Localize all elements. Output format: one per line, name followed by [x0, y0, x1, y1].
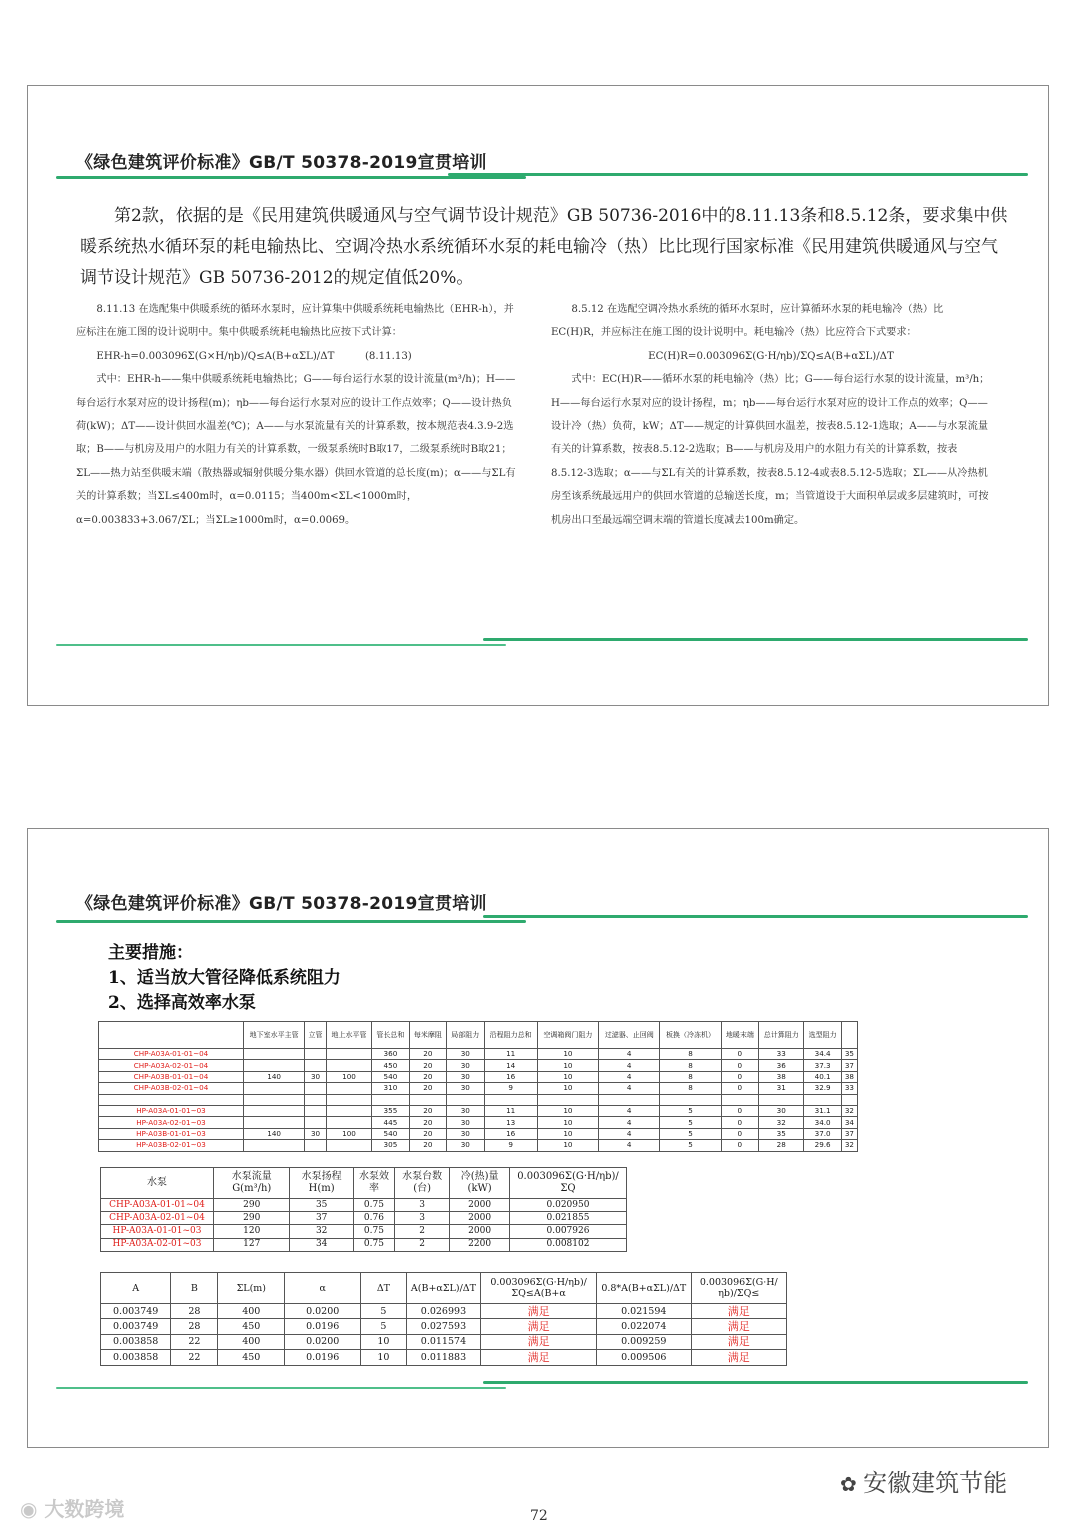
table-cell	[305, 1083, 327, 1094]
table-cell: 0.003749	[101, 1319, 171, 1334]
table-cell: 4	[599, 1117, 660, 1128]
table-cell: 10	[537, 1140, 598, 1151]
table-cell: 8	[660, 1060, 721, 1071]
table-cell: 20	[409, 1083, 446, 1094]
header-cell: 0.003096Σ(G·H/ηb)/ΣQ	[510, 1168, 627, 1199]
left-col-formula: EHR-h=0.003096Σ(G×H/ηb)/Q≤A(B+αΣL)/ΔT (8.11.13)	[96, 350, 412, 362]
table-cell: 2000	[450, 1199, 510, 1212]
table-cell	[409, 1094, 446, 1105]
header-cell: 0.003096Σ(G·H/ηb)/ΣQ≤	[691, 1273, 786, 1304]
header-cell: B	[171, 1273, 218, 1304]
header-cell: 水泵效率	[353, 1168, 394, 1199]
resistance-table	[98, 1021, 858, 1152]
watermark-icon: ◉	[20, 1497, 45, 1521]
table-cell: 11	[484, 1049, 537, 1060]
table-cell: 4	[599, 1071, 660, 1082]
table-cell: HP-A03A-01-01~03	[99, 1105, 244, 1116]
title-underline-left	[56, 920, 526, 923]
table-cell	[537, 1094, 598, 1105]
measure-1: 1、适当放大管径降低系统阻力	[108, 968, 341, 988]
table-header-row	[101, 1168, 627, 1199]
table-cell: 10	[537, 1117, 598, 1128]
table-cell: 29.6	[804, 1140, 841, 1151]
bottom-bar-left	[56, 1387, 506, 1389]
table-cell: 0.75	[353, 1199, 394, 1212]
table-cell	[326, 1105, 371, 1116]
table-cell: 37	[290, 1212, 353, 1225]
table-cell: 120	[214, 1225, 290, 1238]
slide-1	[27, 85, 1049, 706]
table-cell: 满足	[691, 1304, 786, 1319]
table-cell: 0.022074	[596, 1319, 691, 1334]
page-number: 72	[530, 1508, 548, 1524]
table-cell: 445	[372, 1117, 409, 1128]
table-cell: 31	[759, 1083, 804, 1094]
table-cell: 35	[759, 1128, 804, 1139]
table-cell: 0	[721, 1140, 758, 1151]
table-cell: 2	[395, 1238, 450, 1251]
table-row	[101, 1334, 787, 1349]
table-cell: 30	[447, 1140, 484, 1151]
table-cell: 10	[537, 1060, 598, 1071]
table-cell: 0.008102	[510, 1238, 627, 1251]
table-cell: 32.9	[804, 1083, 841, 1094]
table-cell: 310	[372, 1083, 409, 1094]
table-cell: 9	[484, 1140, 537, 1151]
table-cell	[244, 1060, 305, 1071]
title-underline-left	[56, 176, 526, 179]
table-cell: 满足	[691, 1350, 786, 1365]
bottom-bar-right	[483, 1381, 1028, 1384]
header-cell: 管长总和	[372, 1022, 409, 1049]
table-cell: 28	[171, 1319, 218, 1334]
header-cell: ΣL(m)	[218, 1273, 285, 1304]
header-cell: 过滤器、止回阀	[599, 1022, 660, 1049]
table-row	[99, 1140, 858, 1151]
table-cell: 32	[759, 1117, 804, 1128]
table-cell	[721, 1094, 758, 1105]
table-cell: 5	[660, 1128, 721, 1139]
table-cell: 10	[537, 1083, 598, 1094]
table-cell: 30	[447, 1128, 484, 1139]
header-cell: 局部阻力	[447, 1022, 484, 1049]
check-table-body	[101, 1304, 787, 1366]
table-cell: 满足	[481, 1334, 597, 1349]
header-cell: 0.8*A(B+αΣL)/ΔT	[596, 1273, 691, 1304]
right-col-intro: 8.5.12 在选配空调冷热水系统的循环水泵时，应计算循环水泵的耗电输冷（热）比EC(H)R，并应标注在施工图的设计说明中。耗电输冷（热）比应符合下式要求：	[551, 304, 944, 339]
bottom-bar-left	[56, 644, 506, 646]
title-underline-right	[448, 173, 1028, 176]
table-cell: 32	[841, 1140, 857, 1151]
table-header-row	[101, 1273, 787, 1304]
table-cell	[484, 1094, 537, 1105]
table-cell: 30	[305, 1128, 327, 1139]
header-cell: 空调箱阀门阻力	[537, 1022, 598, 1049]
table-cell: 36	[759, 1060, 804, 1071]
table-cell: 满足	[481, 1350, 597, 1365]
table-cell: 8	[660, 1083, 721, 1094]
table-cell	[326, 1060, 371, 1071]
table-row	[99, 1094, 858, 1105]
table-cell: 13	[484, 1117, 537, 1128]
table-cell: 0.011574	[406, 1334, 481, 1349]
table-cell	[599, 1094, 660, 1105]
table-row	[101, 1319, 787, 1334]
table-cell: 0.027593	[406, 1319, 481, 1334]
table-cell: 2200	[450, 1238, 510, 1251]
check-table	[100, 1272, 787, 1366]
table-cell: 0.0196	[285, 1319, 361, 1334]
measures-title: 主要措施：	[108, 943, 193, 963]
right-col-desc: 式中：EC(H)R——循环水泵的耗电输冷（热）比；G——每台运行水泵的设计流量，m³/h；H——每台运行水泵对应的设计扬程，m；ηb——每台运行水泵对应的设计工作点的效率；Q——设计冷（热）负荷，kW；ΔT——规定的计算供回水温差，按表8.5.12-1选取；A——与水泵流量有关的计算系数，按表8.5.12-2选取；B——与机房及用户的水阻力有关的计算系数，按表8.5.12-3选取；α——与ΣL有关的计算系数，按表8.5.12-4或表8.5.12-5选取；ΣL——从冷热机房至该系统最远用户的供回水管道的总输送长度，m；当管道设于大面积单层或多层建筑时，可按机房出口至最远端空调末端的管道长度减去100m确定。	[551, 374, 990, 526]
table-cell: 满足	[481, 1319, 597, 1334]
table-cell: 0.021594	[596, 1304, 691, 1319]
table-cell	[447, 1094, 484, 1105]
table-cell: HP-A03B-02-01~03	[99, 1140, 244, 1151]
table-cell: 16	[484, 1071, 537, 1082]
table-row	[99, 1049, 858, 1060]
table-cell: 32	[290, 1225, 353, 1238]
table-cell	[326, 1049, 371, 1060]
wechat-icon: ✿	[840, 1472, 864, 1496]
table-row	[99, 1060, 858, 1071]
table-cell: 34.4	[804, 1049, 841, 1060]
table-cell: 5	[361, 1319, 406, 1334]
table-cell: 14	[484, 1060, 537, 1071]
table-cell: 37.3	[804, 1060, 841, 1071]
table-cell	[305, 1117, 327, 1128]
table-row	[101, 1304, 787, 1319]
table-cell	[244, 1105, 305, 1116]
table-cell: 0	[721, 1117, 758, 1128]
table-cell: 4	[599, 1140, 660, 1151]
table-cell: 400	[218, 1334, 285, 1349]
header-cell: 水泵	[101, 1168, 214, 1199]
table-cell: 20	[409, 1049, 446, 1060]
table-cell: 100	[326, 1071, 371, 1082]
table-cell: 10	[537, 1105, 598, 1116]
table-cell: 0.0196	[285, 1350, 361, 1365]
slide-1-paragraph: 第2款，依据的是《民用建筑供暖通风与空气调节设计规范》GB 50736-2016中的8.11.13条和8.5.12条，要求集中供暖系统热水循环泵的耗电输热比、空调冷热水系统循环水泵的耗电输冷（热）比比现行国家标准《民用建筑供暖通风与空气调节设计规范》GB 50736-2012的规定值低20%。	[80, 206, 1008, 288]
table-cell: 4	[599, 1060, 660, 1071]
table-cell: 127	[214, 1238, 290, 1251]
table-cell: 30	[759, 1105, 804, 1116]
table-cell: 0	[721, 1105, 758, 1116]
table-cell: 20	[409, 1060, 446, 1071]
table-cell: 2000	[450, 1225, 510, 1238]
table-cell: 10	[537, 1071, 598, 1082]
table-cell: 100	[326, 1128, 371, 1139]
table-cell: 0.021855	[510, 1212, 627, 1225]
table-cell: 0.009259	[596, 1334, 691, 1349]
table-row	[101, 1199, 627, 1212]
table-cell: 20	[409, 1128, 446, 1139]
table-row	[99, 1071, 858, 1082]
table-cell: 290	[214, 1212, 290, 1225]
table-cell: 4	[599, 1049, 660, 1060]
left-col-intro: 8.11.13 在选配集中供暖系统的循环水泵时，应计算集中供暖系统耗电输热比（EHR-h），并应标注在施工图的设计说明中。集中供暖系统耗电输热比应按下式计算：	[76, 304, 514, 339]
table-row	[99, 1128, 858, 1139]
table-row	[101, 1225, 627, 1238]
brand-text: 安徽建筑节能	[863, 1469, 1008, 1497]
table-cell: CHP-A03A-02-01~04	[99, 1060, 244, 1071]
table-cell: 5	[660, 1105, 721, 1116]
table-cell: 34	[841, 1117, 857, 1128]
table-row	[101, 1212, 627, 1225]
table-cell: 4	[599, 1128, 660, 1139]
table-cell: 35	[841, 1049, 857, 1060]
header-cell	[99, 1022, 244, 1049]
table-cell: 400	[218, 1304, 285, 1319]
table-cell	[305, 1140, 327, 1151]
slide-1-title: 《绿色建筑评价标准》GB/T 50378-2019宣贯培训	[76, 153, 487, 173]
table-cell: 2000	[450, 1212, 510, 1225]
table-cell: 32	[841, 1105, 857, 1116]
header-cell: 总计算阻力	[759, 1022, 804, 1049]
table-cell: 33	[759, 1049, 804, 1060]
table-cell: 37.0	[804, 1128, 841, 1139]
header-cell: ΔT	[361, 1273, 406, 1304]
left-col-desc: 式中：EHR-h——集中供暖系统耗电输热比；G——每台运行水泵的设计流量(m³/h)；H——每台运行水泵对应的设计扬程(m)；ηb——每台运行水泵对应的设计工作点效率；Q——设计热负荷(kW)；ΔT——设计供回水温差(℃)；A——与水泵流量有关的计算系数，按本规范表4.3.9-2选取；B——与机房及用户的水阻力有关的计算系数，一级泵系统时B取17，二级泵系统时B取21；ΣL——热力站至供暖末端（散热器或辐射供暖分集水器）供回水管道的总长度(m)；α——与ΣL有关的计算系数；当ΣL≤400m时，α=0.0115；当400m<ΣL<1000m时，α=0.003833+3.067/ΣL；当ΣL≥1000m时，α=0.0069。	[76, 374, 516, 526]
table-cell: 22	[171, 1350, 218, 1365]
table-cell: 9	[484, 1083, 537, 1094]
table-cell: 0	[721, 1128, 758, 1139]
bottom-bar-right	[483, 638, 1028, 641]
slide-2	[27, 828, 1049, 1448]
table-cell	[326, 1117, 371, 1128]
table-cell: CHP-A03A-01-01~04	[101, 1199, 214, 1212]
table-cell	[244, 1094, 305, 1105]
table-cell: 34	[290, 1238, 353, 1251]
table-cell: 28	[759, 1140, 804, 1151]
table-cell: 0	[721, 1071, 758, 1082]
table-cell: 4	[599, 1083, 660, 1094]
table-cell: 0.75	[353, 1225, 394, 1238]
right-col-formula: EC(H)R=0.003096Σ(G·H/ηb)/ΣQ≤A(B+αΣL)/ΔT	[648, 350, 894, 362]
table-cell: 22	[171, 1334, 218, 1349]
table-cell: 0.003749	[101, 1304, 171, 1319]
table-cell: 0	[721, 1083, 758, 1094]
table-cell: 30	[447, 1117, 484, 1128]
table-cell	[660, 1094, 721, 1105]
header-cell: 选型阻力	[804, 1022, 841, 1049]
table-cell: 8	[660, 1071, 721, 1082]
table-header-row	[99, 1022, 858, 1049]
table-row	[99, 1105, 858, 1116]
table-cell: 0.003858	[101, 1350, 171, 1365]
table-cell: 37	[841, 1060, 857, 1071]
table-cell	[244, 1049, 305, 1060]
header-cell: α	[285, 1273, 361, 1304]
table-cell: 290	[214, 1199, 290, 1212]
table-cell: 0.011883	[406, 1350, 481, 1365]
measures-block	[108, 941, 341, 1016]
pump-table-body	[101, 1199, 627, 1252]
table-cell: 4	[599, 1105, 660, 1116]
table-cell	[326, 1140, 371, 1151]
right-column	[551, 298, 991, 532]
header-cell: 水泵台数(台)	[395, 1168, 450, 1199]
table-cell	[372, 1094, 409, 1105]
table-cell: 满足	[691, 1334, 786, 1349]
pump-table	[100, 1167, 627, 1252]
table-cell	[244, 1140, 305, 1151]
table-row	[101, 1238, 627, 1251]
header-cell	[841, 1022, 857, 1049]
table-cell: 10	[361, 1350, 406, 1365]
table-cell: 40.1	[804, 1071, 841, 1082]
table-cell	[244, 1083, 305, 1094]
table-cell: CHP-A03B-02-01~04	[99, 1083, 244, 1094]
table-cell: 34.0	[804, 1117, 841, 1128]
table-cell: 30	[447, 1060, 484, 1071]
header-cell: 每米摩阻	[409, 1022, 446, 1049]
watermark	[20, 1493, 124, 1522]
table-cell: 3	[395, 1199, 450, 1212]
table-cell	[759, 1094, 804, 1105]
table-cell: 8	[660, 1049, 721, 1060]
header-cell: 地下室水平主管	[244, 1022, 305, 1049]
table-cell: 450	[372, 1060, 409, 1071]
table-cell: 140	[244, 1128, 305, 1139]
table-cell: 10	[537, 1128, 598, 1139]
table-cell: 20	[409, 1105, 446, 1116]
header-cell: 水泵扬程H(m)	[290, 1168, 353, 1199]
table-cell: 305	[372, 1140, 409, 1151]
header-cell: 冷(热)量(kW)	[450, 1168, 510, 1199]
table-cell: 0.009506	[596, 1350, 691, 1365]
header-cell: A(B+αΣL)/ΔT	[406, 1273, 481, 1304]
table-cell: 0.020950	[510, 1199, 627, 1212]
table-cell: 10	[537, 1049, 598, 1060]
resistance-table-body	[99, 1049, 858, 1152]
header-cell: 0.003096Σ(G·H/ηb)/ΣQ≤A(B+α	[481, 1273, 597, 1304]
table-row	[101, 1350, 787, 1365]
table-cell	[244, 1117, 305, 1128]
table-row	[99, 1083, 858, 1094]
table-cell: 0.76	[353, 1212, 394, 1225]
table-cell: 16	[484, 1128, 537, 1139]
table-cell: 5	[361, 1304, 406, 1319]
table-cell: 140	[244, 1071, 305, 1082]
table-cell: 450	[218, 1319, 285, 1334]
table-cell: 31.1	[804, 1105, 841, 1116]
table-cell	[804, 1094, 841, 1105]
table-cell: 30	[447, 1049, 484, 1060]
table-cell	[326, 1083, 371, 1094]
footer-brand	[840, 1463, 1007, 1498]
table-cell	[326, 1094, 371, 1105]
table-cell: 28	[171, 1304, 218, 1319]
table-row	[99, 1117, 858, 1128]
header-cell: 板换（冷冻机）	[660, 1022, 721, 1049]
table-cell: CHP-A03A-02-01~04	[101, 1212, 214, 1225]
table-cell: 20	[409, 1140, 446, 1151]
table-cell: 0.003858	[101, 1334, 171, 1349]
table-cell: 2	[395, 1225, 450, 1238]
table-cell: 11	[484, 1105, 537, 1116]
watermark-text: 大数跨境	[44, 1497, 125, 1521]
table-cell: 355	[372, 1105, 409, 1116]
table-cell: 0.75	[353, 1238, 394, 1251]
table-cell: CHP-A03A-01-01~04	[99, 1049, 244, 1060]
table-cell: 450	[218, 1350, 285, 1365]
table-cell: 33	[841, 1083, 857, 1094]
table-cell: 10	[361, 1334, 406, 1349]
table-cell	[305, 1105, 327, 1116]
table-cell: 30	[447, 1071, 484, 1082]
table-cell: 20	[409, 1117, 446, 1128]
header-cell: 地暖末端	[721, 1022, 758, 1049]
header-cell: 沿程阻力总和	[484, 1022, 537, 1049]
table-cell: 30	[305, 1071, 327, 1082]
table-cell: 30	[447, 1105, 484, 1116]
table-cell: 0	[721, 1049, 758, 1060]
table-cell	[305, 1060, 327, 1071]
table-cell: 满足	[481, 1304, 597, 1319]
title-underline-right	[483, 915, 1028, 918]
measure-2: 2、选择高效率水泵	[108, 993, 256, 1013]
header-cell: 立管	[305, 1022, 327, 1049]
table-cell: 0	[721, 1060, 758, 1071]
header-cell: 地上水平管	[326, 1022, 371, 1049]
table-cell: 37	[841, 1128, 857, 1139]
table-cell: HP-A03A-01-01~03	[101, 1225, 214, 1238]
table-cell	[841, 1094, 857, 1105]
left-column	[76, 298, 516, 532]
table-cell: 35	[290, 1199, 353, 1212]
table-cell: HP-A03B-01-01~03	[99, 1128, 244, 1139]
table-cell	[99, 1094, 244, 1105]
table-cell: 5	[660, 1140, 721, 1151]
table-cell	[305, 1049, 327, 1060]
header-cell: A	[101, 1273, 171, 1304]
header-cell: 水泵流量G(m³/h)	[214, 1168, 290, 1199]
table-cell: HP-A03A-02-01~03	[101, 1238, 214, 1251]
table-cell	[305, 1094, 327, 1105]
table-cell: 0.026993	[406, 1304, 481, 1319]
table-cell: 0.0200	[285, 1304, 361, 1319]
table-cell: 0.0200	[285, 1334, 361, 1349]
table-cell: 30	[447, 1083, 484, 1094]
table-cell: 20	[409, 1071, 446, 1082]
table-cell: HP-A03A-02-01~03	[99, 1117, 244, 1128]
table-cell: 满足	[691, 1319, 786, 1334]
table-cell: 540	[372, 1071, 409, 1082]
slide-2-title: 《绿色建筑评价标准》GB/T 50378-2019宣贯培训	[76, 894, 487, 914]
table-cell: 5	[660, 1117, 721, 1128]
table-cell: 540	[372, 1128, 409, 1139]
table-cell: 360	[372, 1049, 409, 1060]
table-cell: 0.007926	[510, 1225, 627, 1238]
table-cell: 38	[841, 1071, 857, 1082]
table-cell: 3	[395, 1212, 450, 1225]
table-cell: CHP-A03B-01-01~04	[99, 1071, 244, 1082]
table-cell: 38	[759, 1071, 804, 1082]
